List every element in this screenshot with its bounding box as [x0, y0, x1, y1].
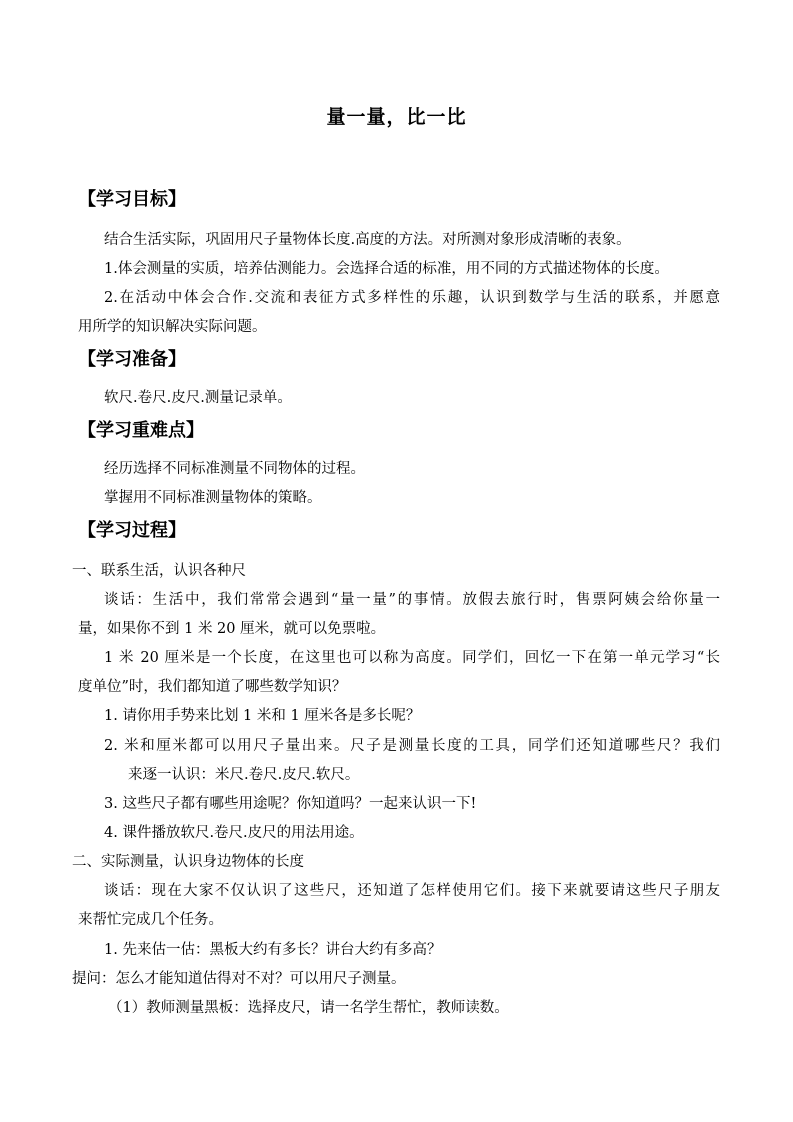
- process-list-item-2-cont: 来逐一认识：米尺.卷尺.皮尺.软尺。: [128, 767, 360, 783]
- goals-line-1: 结合生活实际，巩固用尺子量物体长度.高度的方法。对所测对象形成清晰的表象。: [104, 232, 631, 248]
- process-section-1-title: 一、联系生活，认识各种尺: [72, 563, 246, 579]
- heading-process: 【学习过程】: [78, 520, 186, 541]
- process-line: 度单位”时，我们都知道了哪些数学知识？: [78, 679, 347, 695]
- goals-line-4: 用所学的知识解决实际问题。: [78, 319, 267, 335]
- prep-line-1: 软尺.卷尺.皮尺.测量记录单。: [104, 390, 292, 406]
- heading-goals: 【学习目标】: [78, 189, 186, 210]
- process-line: 1 米 20 厘米是一个长度，在这里也可以称为高度。同学们，回忆一下在第一单元学习“长: [104, 650, 720, 666]
- process-list-item-2: 2. 米和厘米都可以用尺子量出来。尺子是测量长度的工具，同学们还知道哪些尺？我们: [104, 738, 720, 754]
- goals-line-3: 2.在活动中体会合作.交流和表征方式多样性的乐趣，认识到数学与生活的联系，并愿意: [104, 290, 720, 306]
- keypoints-line-1: 经历选择不同标准测量不同物体的过程。: [104, 461, 365, 477]
- process-list-item-1: 1. 请你用手势来比划 1 米和 1 厘米各是多长呢？: [104, 708, 421, 724]
- process-line: 谈话：现在大家不仅认识了这些尺，还知道了怎样使用它们。接下来就要请这些尺子朋友: [104, 883, 720, 899]
- keypoints-line-2: 掌握用不同标准测量物体的策略。: [104, 490, 322, 506]
- heading-prep: 【学习准备】: [78, 349, 186, 370]
- process-line: 谈话：生活中，我们常常会遇到“量一量”的事情。放假去旅行时，售票阿姨会给你量一: [104, 592, 720, 608]
- process-line: 量，如果你不到 1 米 20 厘米，就可以免票啦。: [78, 621, 386, 637]
- document-title: 量一量，比一比: [326, 106, 467, 128]
- process-line: 来帮忙完成几个任务。: [78, 912, 223, 928]
- process-line: 提问：怎么才能知道估得对不对？可以用尺子测量。: [72, 971, 406, 987]
- process-list-item: 1. 先来估一估：黑板大约有多长？讲台大约有多高？: [104, 942, 442, 958]
- process-list-item-3: 3. 这些尺子都有哪些用途呢？你知道吗？一起来认识一下!: [104, 796, 477, 812]
- process-section-2-title: 二、实际测量，认识身边物体的长度: [72, 854, 304, 870]
- process-sub-item: （1）教师测量黑板：选择皮尺，请一名学生帮忙，教师读数。: [108, 1000, 509, 1016]
- process-list-item-4: 4. 课件播放软尺.卷尺.皮尺的用法用途。: [104, 825, 364, 841]
- goals-line-2: 1.体会测量的实质，培养估测能力。会选择合适的标准，用不同的方式描述物体的长度。: [104, 261, 669, 277]
- heading-keypoints: 【学习重难点】: [78, 420, 204, 441]
